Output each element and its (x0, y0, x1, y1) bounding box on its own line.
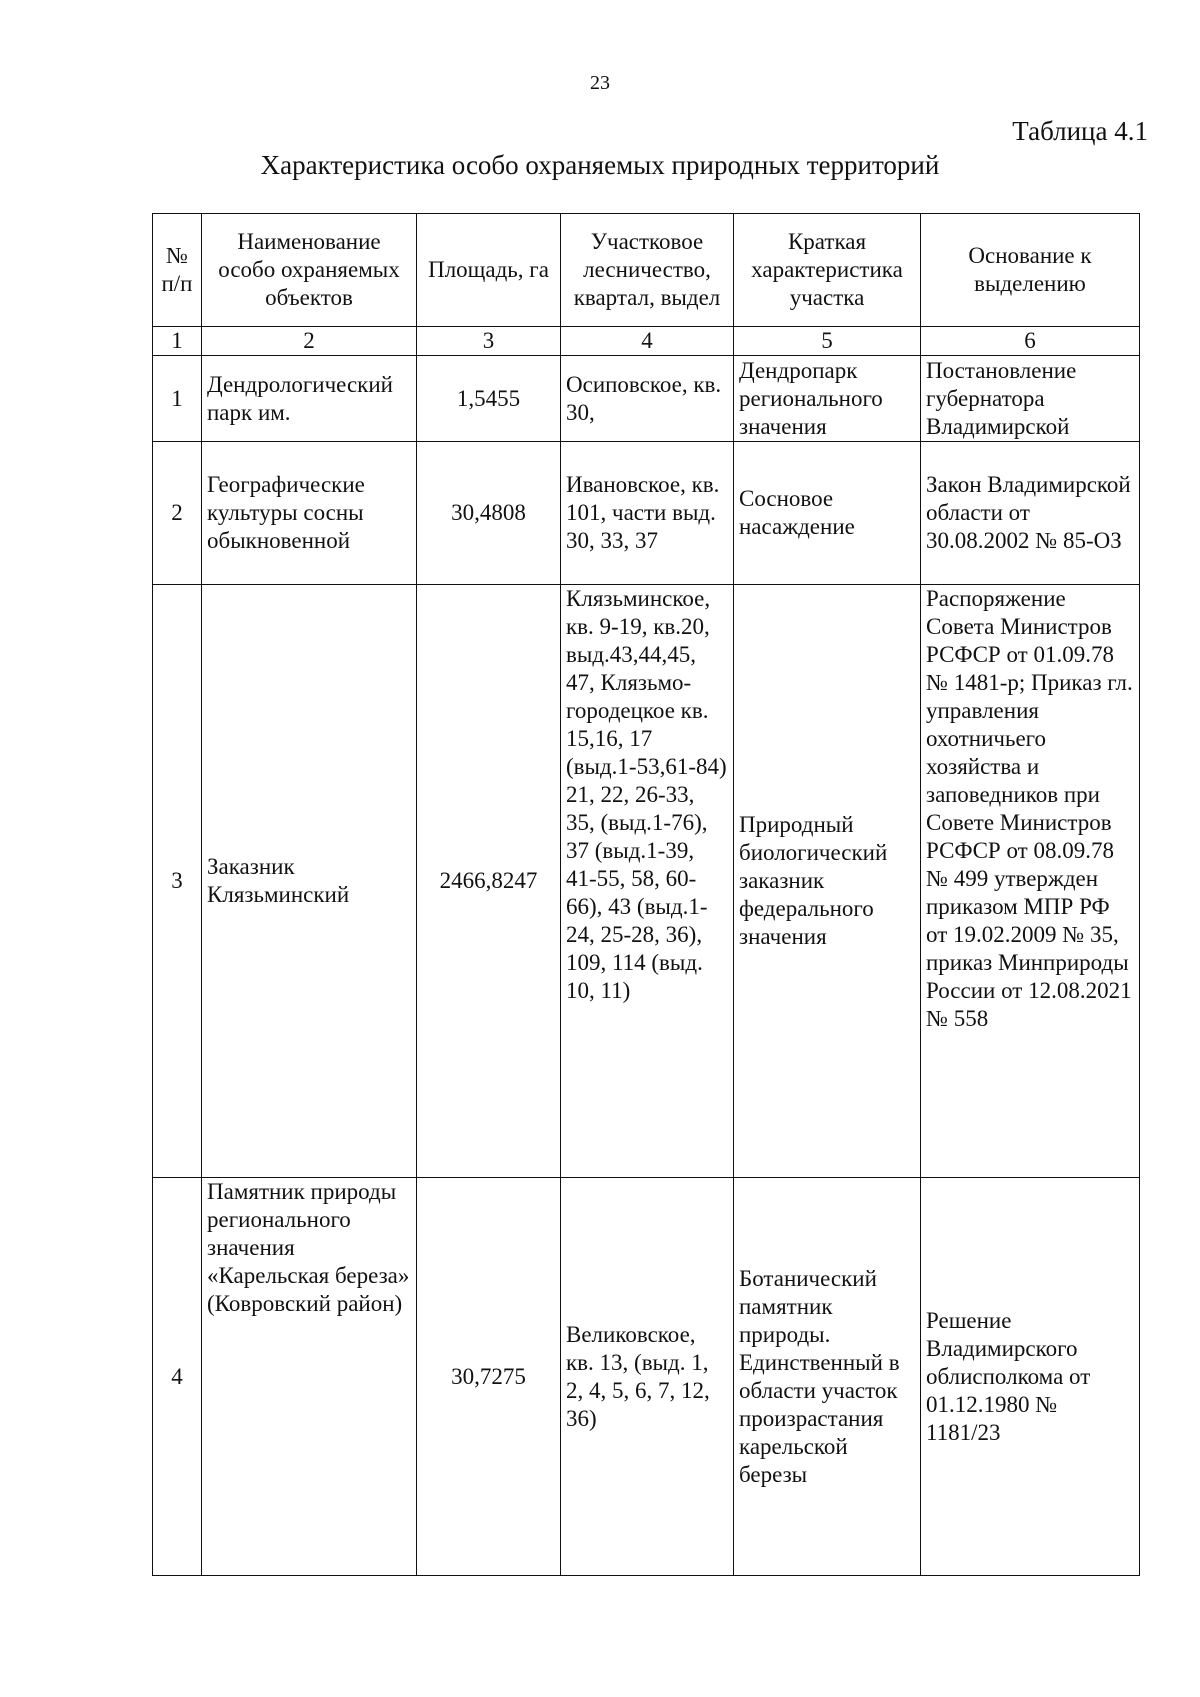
forestry-cell: Клязьминское, кв. 9-19, кв.20, выд.43,44,45, 47, Клязьмо-городецкое кв. 15,16, 17 (выд.1-53,61-84) 21, 22, 26-33, 35, (выд.1-76), 37 (выд.1-39, 41-55, 58, 60-66), 43 (выд.1-24, 25-28, 36), 109, 114 (выд. 10, 11) (561, 585, 734, 1178)
description-cell: Дендропарк регионального значения (734, 356, 921, 442)
description-cell: Сосновое насаждение (734, 442, 921, 585)
row-number-cell: 1 (153, 356, 202, 442)
description-cell: Природный биологический заказник федерального значения (734, 585, 921, 1178)
protected-areas-table (152, 213, 1140, 1576)
table-caption: Таблица 4.1 (1012, 116, 1148, 146)
header-cell-basis: Основание к выделению (921, 214, 1140, 327)
area-cell: 30,4808 (417, 442, 561, 585)
header-cell-forestry: Участковое лесничество, квартал, выдел (561, 214, 734, 327)
column-number: 1 (153, 327, 202, 356)
name-cell: Заказник Клязьминский (202, 585, 417, 1178)
row-number-cell: 2 (153, 442, 202, 585)
basis-cell: Закон Владимирской области от 30.08.2002 № 85-ОЗ (921, 442, 1140, 585)
basis-cell: Распоряжение Совета Министров РСФСР от 01.09.78 № 1481-р; Приказ гл. управления охотничьего хозяйства и заповедников при Совете Министров РСФСР от 08.09.78 № 499 утвержден приказом МПР РФ от 19.02.2009 № 35, приказ Минприроды России от 12.08.2021 № 558 (921, 585, 1140, 1178)
column-number: 5 (734, 327, 921, 356)
description-cell: Ботанический памятник природы. Единственный в области участок произрастания карельской березы (734, 1178, 921, 1576)
column-number: 3 (417, 327, 561, 356)
column-number-row (153, 327, 1140, 356)
table-row (153, 442, 1140, 585)
table-title: Характеристика особо охраняемых природных территорий (260, 150, 940, 180)
area-cell: 1,5455 (417, 356, 561, 442)
name-cell: Географические культуры сосны обыкновенной (202, 442, 417, 585)
area-cell: 2466,8247 (417, 585, 561, 1178)
basis-cell: Постановление губернатора Владимирской (921, 356, 1140, 442)
forestry-cell: Осиповское, кв. 30, (561, 356, 734, 442)
row-number-cell: 3 (153, 585, 202, 1178)
page-number: 23 (590, 72, 610, 94)
header-cell-name: Наименование особо охраняемых объектов (202, 214, 417, 327)
table-row (153, 1178, 1140, 1576)
forestry-cell: Ивановское, кв. 101, части выд. 30, 33, 37 (561, 442, 734, 585)
header-cell-number: № п/п (153, 214, 202, 327)
basis-cell: Решение Владимирского облисполкома от 01.12.1980 № 1181/23 (921, 1178, 1140, 1576)
name-cell: Дендрологический парк им. (202, 356, 417, 442)
column-number: 2 (202, 327, 417, 356)
table-row (153, 585, 1140, 1178)
column-number: 4 (561, 327, 734, 356)
area-cell: 30,7275 (417, 1178, 561, 1576)
row-number-cell: 4 (153, 1178, 202, 1576)
column-number: 6 (921, 327, 1140, 356)
forestry-cell: Великовское, кв. 13, (выд. 1, 2, 4, 5, 6, 7, 12, 36) (561, 1178, 734, 1576)
header-cell-description: Краткая характеристика участка (734, 214, 921, 327)
header-cell-area: Площадь, га (417, 214, 561, 327)
table-row (153, 356, 1140, 442)
table-header-row (153, 214, 1140, 327)
name-cell: Памятник природы регионального значения «Карельская береза» (Ковровский район) (202, 1178, 417, 1576)
